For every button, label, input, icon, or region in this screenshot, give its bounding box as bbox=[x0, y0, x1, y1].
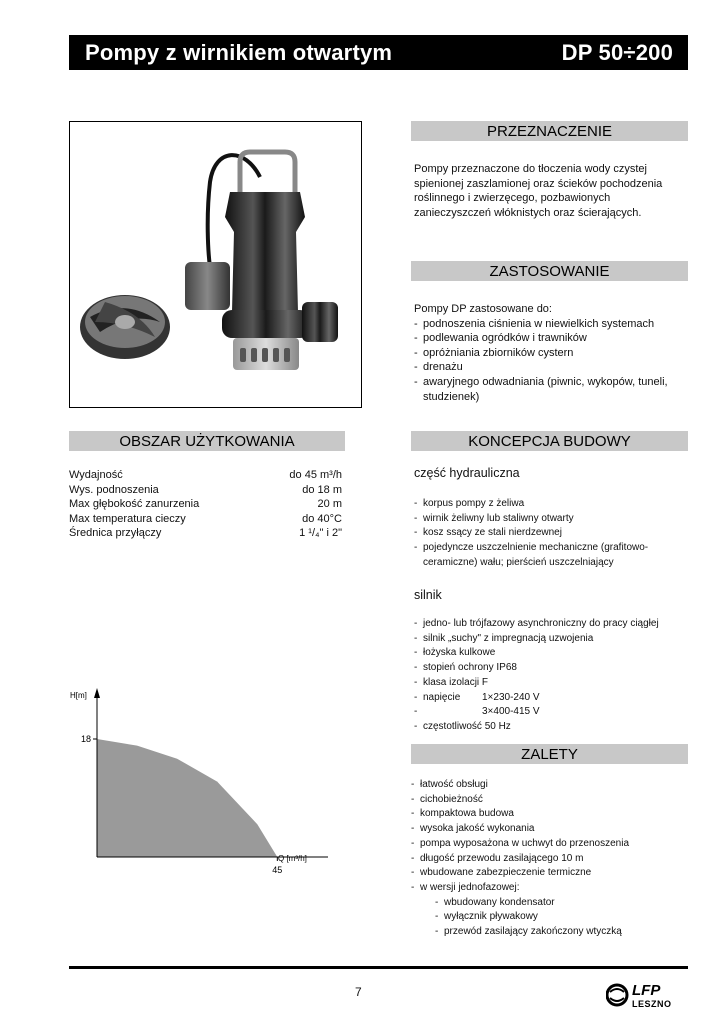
napiecie-value-2: - 3×400-415 V bbox=[482, 706, 540, 718]
x-tick-label: 45 bbox=[272, 865, 283, 874]
list-item bbox=[414, 691, 694, 706]
list-item: - wyłącznik pływakowy bbox=[435, 910, 691, 925]
row-label: Max głębokość zanurzenia bbox=[69, 498, 200, 511]
list-item: - przewód zasilający zakończony wtyczką bbox=[435, 925, 691, 940]
page-number: 7 bbox=[355, 985, 362, 999]
list-item: - opróżniania zbiorników cystern bbox=[414, 346, 690, 361]
list-item: - drenażu bbox=[414, 360, 690, 375]
hydraulika-label: część hydrauliczna bbox=[414, 466, 520, 480]
row-label: Wys. podnoszenia bbox=[69, 483, 159, 496]
section-heading-koncepcja: KONCEPCJA BUDOWY bbox=[411, 431, 688, 451]
list-item: - wbudowany kondensator bbox=[435, 896, 691, 911]
x-axis-label: Q [m³/h] bbox=[278, 854, 307, 863]
row-label: Średnica przyłączy bbox=[69, 527, 162, 540]
list-item: - kosz ssący ze stali nierdzewnej bbox=[414, 526, 694, 541]
silnik-list bbox=[414, 617, 694, 735]
performance-chart bbox=[60, 684, 330, 874]
curve-area bbox=[97, 739, 277, 857]
list-item: - podlewania ogródków i trawników bbox=[414, 331, 690, 346]
page-title: Pompy z wirnikiem otwartym bbox=[85, 39, 393, 65]
table-row bbox=[69, 497, 342, 512]
list-item: - jedno- lub trójfazowy asynchroniczny do pracy ciągłej bbox=[414, 617, 694, 632]
list-item: - długość przewodu zasilającego 10 m bbox=[411, 852, 691, 867]
pump-illustration bbox=[70, 122, 361, 407]
list-item: - wirnik żeliwny lub staliwny otwarty bbox=[414, 512, 694, 527]
section-heading-przeznaczenie: PRZEZNACZENIE bbox=[411, 121, 688, 141]
list-item: - awaryjnego odwadniania (piwnic, wykopów, tuneli, studzienek) bbox=[414, 375, 673, 404]
czestotliwosc-label: częstotliwość bbox=[423, 720, 482, 732]
impeller-image bbox=[80, 295, 170, 359]
zalety-list bbox=[411, 778, 691, 940]
y-axis-arrow bbox=[94, 688, 100, 698]
list-item: - korpus pompy z żeliwa bbox=[414, 497, 694, 512]
list-item: - w wersji jednofazowej: bbox=[411, 881, 691, 896]
list-item: - wbudowane zabezpieczenie termiczne bbox=[411, 866, 691, 881]
y-axis-label: H[m] bbox=[70, 691, 87, 700]
footer-rule bbox=[69, 966, 688, 969]
row-label: Wydajność bbox=[69, 469, 123, 481]
row-value: do 18 m bbox=[302, 483, 342, 496]
list-item: - wysoka jakość wykonania bbox=[411, 822, 691, 837]
row-value: do 45 m³/h bbox=[289, 469, 342, 481]
list-item: - klasa izolacji F bbox=[414, 676, 694, 691]
lfp-logo bbox=[606, 980, 688, 1010]
silnik-label: silnik bbox=[414, 588, 442, 602]
section-heading-zastosowanie: ZASTOSOWANIE bbox=[411, 261, 688, 281]
logo-subtext: LESZNO bbox=[632, 999, 672, 1009]
napiecie-value-1: 1×230-240 V bbox=[482, 691, 540, 703]
section-heading-obszar: OBSZAR UŻYTKOWANIA bbox=[69, 431, 345, 451]
list-item: - pojedyncze uszczelnienie mechaniczne (grafitowo-ceramiczne) wału; pierścień uszczelniający bbox=[414, 541, 694, 570]
row-value: do 40°C bbox=[302, 512, 342, 525]
title-bar bbox=[69, 35, 688, 70]
zastosowanie-intro: Pompy DP zastosowane do: bbox=[414, 303, 552, 315]
czestotliwosc-value: 50 Hz bbox=[484, 720, 511, 732]
list-item: - podnoszenia ciśnienia w niewielkich systemach bbox=[414, 317, 690, 332]
table-row bbox=[69, 468, 342, 483]
table-row bbox=[69, 526, 342, 541]
y-tick-label: 18 bbox=[80, 734, 91, 744]
table-row bbox=[69, 512, 342, 527]
model-label: DP 50÷200 bbox=[561, 39, 673, 65]
product-photo bbox=[69, 121, 362, 408]
przeznaczenie-text: Pompy przeznaczone do tłoczenia wody czystej spienionej zaszlamionej oraz ścieków pochodzenia roślinnego i zwierzęcego, pozbawionych zanieczyszczeń włóknistych oraz ścierających. bbox=[414, 163, 663, 219]
zastosowanie-block bbox=[414, 302, 690, 404]
section-heading-zalety: ZALETY bbox=[411, 744, 688, 764]
list-item: - cichobieżność bbox=[411, 793, 691, 808]
list-item bbox=[414, 720, 694, 735]
row-value: 20 m bbox=[317, 498, 342, 511]
list-item-continuation bbox=[414, 705, 694, 720]
list-item: - kompaktowa budowa bbox=[411, 807, 691, 822]
napiecie-label: napięcie bbox=[423, 691, 461, 703]
list-item: - stopień ochrony IP68 bbox=[414, 661, 694, 676]
row-value: 1 ¹/₄" i 2" bbox=[299, 527, 342, 540]
row-label: Max temperatura cieczy bbox=[69, 512, 186, 525]
hydraulika-list bbox=[414, 497, 694, 571]
list-item: - silnik „suchy" z impregnacją uzwojenia bbox=[414, 632, 694, 647]
logo-text: LFP bbox=[632, 982, 661, 999]
list-item: - pompa wyposażona w uchwyt do przenoszenia bbox=[411, 837, 691, 852]
list-item: - łatwość obsługi bbox=[411, 778, 691, 793]
list-item: - łożyska kulkowe bbox=[414, 646, 694, 661]
obszar-table bbox=[69, 468, 342, 541]
table-row bbox=[69, 483, 342, 498]
